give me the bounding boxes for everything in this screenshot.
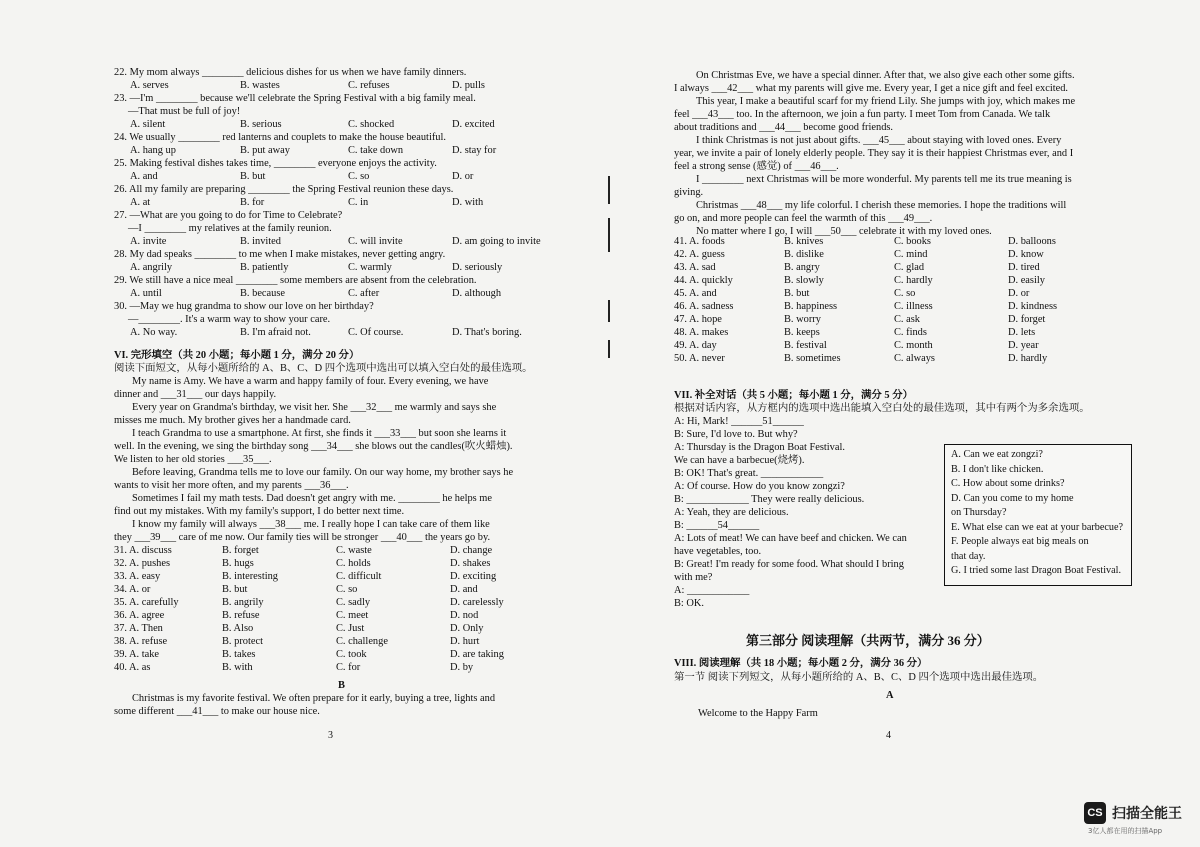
option: C. so (348, 171, 370, 182)
option: D. am going to invite (452, 236, 541, 247)
cloze-option: C. glad (894, 262, 925, 273)
cloze-option: 46. A. sadness (674, 301, 734, 312)
cloze-option: 50. A. never (674, 353, 725, 364)
cloze-option: B. but (784, 288, 810, 299)
cloze-option: 33. A. easy (114, 571, 161, 582)
cloze-option: C. waste (336, 545, 372, 556)
option: A. No way. (130, 327, 178, 338)
cloze-option: B. hugs (222, 558, 254, 569)
cloze-option: D. change (450, 545, 493, 556)
cloze-option: D. hardly (1008, 353, 1048, 364)
question-30: 30. —May we hug grandma to show our love on her birthday? (114, 301, 374, 312)
option: D. seriously (452, 262, 503, 273)
option: A. hang up (130, 145, 176, 156)
passage-b-line: I always ___42___ what my parents will give me. Every year, I get a nice gift and feel excited. (674, 83, 1069, 94)
passage-b-line: go on, and more people can feel the warmth of this ___49___. (674, 213, 933, 224)
cloze-option: D. balloons (1008, 236, 1056, 247)
passage-b-line: about traditions and ___44___ become good friends. (674, 122, 894, 133)
passage-b-line: I ________ next Christmas will be more wonderful. My parents tell me its true meaning is (696, 174, 1072, 185)
question-23-reply: —That must be full of joy! (128, 106, 241, 117)
option: B. put away (240, 145, 290, 156)
cloze-option: D. hurt (450, 636, 480, 647)
dialogue-line: A: Yeah, they are delicious. (674, 507, 789, 518)
cloze-option: B. knives (784, 236, 824, 247)
cloze-option: B. protect (222, 636, 263, 647)
cloze-option: 34. A. or (114, 584, 151, 595)
cloze-option: C. ask (894, 314, 920, 325)
option: A. angrily (130, 262, 173, 273)
option: A. invite (130, 236, 167, 247)
option: C. warmly (348, 262, 392, 273)
option: A. serves (130, 80, 169, 91)
passage-a-line: Sometimes I fail my math tests. Dad doesn't get angry with me. ________ he helps me (132, 493, 492, 504)
cloze-option: C. sadly (336, 597, 371, 608)
dialogue-line: A: Hi, Mark! ______51______ (674, 416, 804, 427)
cloze-option: C. finds (894, 327, 927, 338)
scanner-watermark (1084, 802, 1182, 824)
cloze-option: D. by (450, 662, 474, 673)
dialogue-line: A: Lots of meat! We can have beef and chicken. We can (674, 533, 907, 544)
scanner-logo-icon: CS (1084, 802, 1106, 824)
reading-title: Welcome to the Happy Farm (698, 708, 818, 719)
dialogue-option: A. Can we eat zongzi? (951, 449, 1043, 460)
section-8-instructions: 第一节 阅读下列短文，从每小题所给的 A、B、C、D 四个选项中选出最佳选项。 (674, 672, 1044, 683)
passage-b-line: No matter where I go, I will ___50___ celebrate it with my loved ones. (696, 226, 992, 237)
cloze-option: D. exciting (450, 571, 497, 582)
dialogue-line: have vegetables, too. (674, 546, 762, 557)
passage-a-line: misses me much. My brother gives her a handmade card. (114, 415, 351, 426)
passage-b-line: feel a strong sense (感觉) of ___46___. (674, 161, 839, 172)
cloze-option: D. and (450, 584, 478, 595)
passage-b-line: I think Christmas is not just about gifts. ___45___ about staying with loved ones. Every (696, 135, 1062, 146)
cloze-option: C. month (894, 340, 933, 351)
dialogue-option: C. How about some drinks? (951, 478, 1065, 489)
cloze-option: C. illness (894, 301, 933, 312)
dialogue-line: B: ______54______ (674, 520, 760, 531)
option: C. in (348, 197, 369, 208)
cloze-option: C. holds (336, 558, 371, 569)
option: D. or (452, 171, 474, 182)
section-6-instructions: 阅读下面短文，从每小题所给的 A、B、C、D 四个选项中选出可以填入空白处的最佳选项。 (114, 363, 533, 374)
cloze-option: 48. A. makes (674, 327, 729, 338)
option: C. take down (348, 145, 404, 156)
cloze-option: B. forget (222, 545, 259, 556)
dialogue-option: on Thursday? (951, 507, 1007, 518)
option: C. refuses (348, 80, 390, 91)
cloze-option: C. Just (336, 623, 365, 634)
cloze-option: C. books (894, 236, 931, 247)
cloze-option: B. keeps (784, 327, 820, 338)
cloze-option: 45. A. and (674, 288, 717, 299)
option: B. but (240, 171, 266, 182)
dialogue-option: B. I don't like chicken. (951, 463, 1044, 475)
cloze-option: D. forget (1008, 314, 1046, 325)
option: D. pulls (452, 80, 485, 91)
question-24: 24. We usually ________ red lanterns and couplets to make the house beautiful. (114, 132, 446, 143)
question-27-reply: —I ________ my relatives at the family reunion. (128, 223, 332, 234)
cloze-option: C. so (336, 584, 358, 595)
option: D. although (452, 288, 502, 299)
option: B. wastes (240, 80, 280, 91)
cloze-option: D. shakes (450, 558, 491, 569)
dialogue-line: A: Of course. How do you know zongzi? (674, 481, 845, 492)
passage-a-line: dinner and ___31___ our days happily. (114, 389, 277, 400)
scanner-app-name: 扫描全能王 (1112, 806, 1182, 822)
option: B. invited (240, 236, 281, 247)
cloze-option: D. year (1008, 340, 1039, 351)
cloze-option: C. for (336, 662, 361, 673)
cloze-option: 40. A. as (114, 662, 151, 673)
passage-a-line: they ___39___ care of me now. Our family ties will be stronger ___40___ the years go by. (114, 532, 491, 543)
passage-b-line: feel ___43___ too. In the afternoon, we join a fun party. I meet Tom from Canada. We talk (674, 109, 1051, 120)
dialogue-line: B: ____________ They were really delicious. (674, 494, 865, 505)
passage-b-label: B (338, 680, 345, 691)
dialogue-line: B: Great! I'm ready for some food. What should I bring (674, 559, 904, 570)
cloze-option: B. worry (784, 314, 821, 325)
cloze-option: C. meet (336, 610, 369, 621)
question-27: 27. —What are you going to do for Time to Celebrate? (114, 210, 343, 221)
passage-a-line: find out my mistakes. With my family's support, I do better next time. (114, 506, 405, 517)
cloze-option: B. sometimes (784, 353, 841, 364)
passage-b-line: On Christmas Eve, we have a special dinner. After that, we also give each other some gifts. (696, 70, 1075, 81)
option: D. excited (452, 119, 495, 130)
dialogue-line: We can have a barbecue(烧烤). (674, 455, 805, 466)
dialogue-line: B: Sure, I'd love to. But why? (674, 429, 798, 440)
cloze-option: B. Also (222, 623, 254, 634)
option: B. for (240, 197, 265, 208)
cloze-option: C. challenge (336, 636, 388, 647)
part-3-title: 第三部分 阅读理解（共两节，满分 36 分） (746, 633, 990, 648)
dialogue-line: with me? (674, 572, 713, 583)
option: C. shocked (348, 119, 395, 130)
passage-a-line: I know my family will always ___38___ me. I really hope I can take care of them like (132, 519, 490, 530)
cloze-option: D. easily (1008, 275, 1045, 286)
section-7-title: VII. 补全对话（共 5 小题；每小题 1 分，满分 5 分） (674, 390, 913, 401)
cloze-option: 47. A. hope (674, 314, 722, 325)
passage-b-line: This year, I make a beautiful scarf for my friend Lily. She jumps with joy, which makes me (696, 96, 1076, 107)
cloze-option: 37. A. Then (114, 623, 163, 634)
question-30-reply: —________. It's a warm way to show your care. (128, 314, 331, 325)
cloze-option: B. angrily (222, 597, 264, 608)
dialogue-line: B: OK! That's great. ____________ (674, 468, 824, 479)
cloze-option: B. festival (784, 340, 827, 351)
cloze-option: D. know (1008, 249, 1044, 260)
cloze-option: B. refuse (222, 610, 260, 621)
cloze-option: 44. A. quickly (674, 275, 733, 286)
passage-b-line: Christmas ___48___ my life colorful. I cherish these memories. I hope the traditions will (696, 200, 1067, 211)
cloze-option: B. dislike (784, 249, 824, 260)
option: B. serious (240, 119, 282, 130)
cloze-option: 42. A. guess (674, 249, 725, 260)
cloze-option: 36. A. agree (114, 610, 165, 621)
option: A. and (130, 171, 158, 182)
option: C. Of course. (348, 327, 404, 338)
cloze-option: D. or (1008, 288, 1030, 299)
page-number-left: 3 (328, 730, 333, 741)
dialogue-option: that day. (951, 550, 986, 562)
cloze-option: C. took (336, 649, 367, 660)
cloze-option: B. happiness (784, 301, 838, 312)
cloze-option: 35. A. carefully (114, 597, 179, 608)
question-29: 29. We still have a nice meal ________ some members are absent from the celebration. (114, 275, 477, 286)
cloze-option: D. Only (450, 623, 484, 634)
passage-b-line: Christmas is my favorite festival. We often prepare for it early, buying a tree, lights and (132, 693, 496, 704)
option: B. I'm afraid not. (240, 327, 311, 338)
cloze-option: D. lets (1008, 327, 1036, 338)
option: C. after (348, 288, 380, 299)
option: B. patiently (240, 262, 289, 273)
cloze-option: D. tired (1008, 262, 1040, 273)
cloze-option: B. takes (222, 649, 256, 660)
dialogue-option: G. I tried some last Dragon Boat Festival. (951, 565, 1122, 576)
dialogue-line: B: OK. (674, 598, 705, 609)
cloze-option: C. hardly (894, 275, 933, 286)
section-7-instructions: 根据对话内容，从方框内的选项中选出能填入空白处的最佳选项，其中有两个为多余选项。 (674, 403, 1090, 414)
passage-a-line: Before leaving, Grandma tells me to love our family. On our way home, my brother says he (132, 467, 514, 478)
passage-b-line: year, we invite a pair of lonely elderly people. They say it is their happiest Christmas ever, and I (674, 148, 1074, 159)
question-22: 22. My mom always ________ delicious dishes for us when we have family dinners. (114, 67, 467, 78)
passage-a-line: Every year on Grandma's birthday, we visit her. She ___32___ me warmly and says she (132, 402, 497, 413)
option: D. That's boring. (452, 327, 522, 338)
cloze-option: B. but (222, 584, 248, 595)
cloze-option: 32. A. pushes (114, 558, 170, 569)
question-28: 28. My dad speaks ________ to me when I make mistakes, never getting angry. (114, 249, 446, 260)
passage-b-line: some different ___41___ to make our house nice. (114, 706, 320, 717)
cloze-option: 41. A. foods (674, 236, 725, 247)
section-6-title: VI. 完形填空（共 20 小题；每小题 1 分，满分 20 分） (114, 350, 360, 361)
passage-a-line: I teach Grandma to use a smartphone. At first, she finds it ___33___ but soon she learns it (132, 428, 507, 439)
cloze-option: 31. A. discuss (114, 545, 172, 556)
question-26: 26. All my family are preparing ________ the Spring Festival reunion these days. (114, 184, 454, 195)
cloze-option: D. carelessly (450, 597, 504, 608)
option: A. silent (130, 119, 166, 130)
option: B. because (240, 288, 286, 299)
dialogue-options-box (944, 444, 1132, 586)
reading-label: A (886, 690, 894, 701)
cloze-option: B. with (222, 662, 253, 673)
dialogue-option: D. Can you come to my home (951, 492, 1074, 504)
cloze-option: 43. A. sad (674, 262, 716, 273)
cloze-option: B. interesting (222, 571, 278, 582)
cloze-option: B. slowly (784, 275, 824, 286)
passage-a-line: wants to visit her more often, and my parents ___36___. (114, 480, 349, 491)
cloze-option: C. difficult (336, 571, 382, 582)
option: A. until (130, 288, 162, 299)
dialogue-option: E. What else can we eat at your barbecue? (951, 521, 1124, 533)
option: C. will invite (348, 236, 403, 247)
dialogue-line: A: Thursday is the Dragon Boat Festival. (674, 442, 845, 453)
option: D. stay for (452, 145, 497, 156)
option: A. at (130, 197, 151, 208)
cloze-option: C. always (894, 353, 935, 364)
passage-a-line: We listen to her old stories ___35___. (114, 454, 272, 465)
scanner-tagline: 3亿人都在用的扫描App (1088, 827, 1163, 835)
option: D. with (452, 197, 484, 208)
cloze-option: D. are taking (450, 649, 504, 660)
cloze-option: D. kindness (1008, 301, 1058, 312)
cloze-option: 49. A. day (674, 340, 717, 351)
page-number-right: 4 (886, 730, 891, 741)
section-8-title: VIII. 阅读理解（共 18 小题；每小题 2 分，满分 36 分） (674, 658, 928, 669)
cloze-option: 39. A. take (114, 649, 160, 660)
passage-a-line: My name is Amy. We have a warm and happy family of four. Every evening, we have (132, 376, 489, 387)
dialogue-line: A: ____________ (674, 585, 750, 596)
cloze-option: C. mind (894, 249, 928, 260)
cloze-option: B. angry (784, 262, 820, 273)
dialogue-option: F. People always eat big meals on (951, 536, 1089, 547)
cloze-option: D. nod (450, 610, 479, 621)
question-25: 25. Making festival dishes takes time, ________ everyone enjoys the activity. (114, 158, 437, 169)
right-page (600, 0, 1200, 847)
passage-a-line: well. In the evening, we sing the birthday song ___34___ she blows out the candles(吹火蜡烛). (114, 441, 513, 452)
passage-b-line: giving. (674, 187, 704, 198)
question-23: 23. —I'm ________ because we'll celebrate the Spring Festival with a big family meal. (114, 93, 476, 104)
cloze-option: C. so (894, 288, 916, 299)
cloze-option: 38. A. refuse (114, 636, 168, 647)
